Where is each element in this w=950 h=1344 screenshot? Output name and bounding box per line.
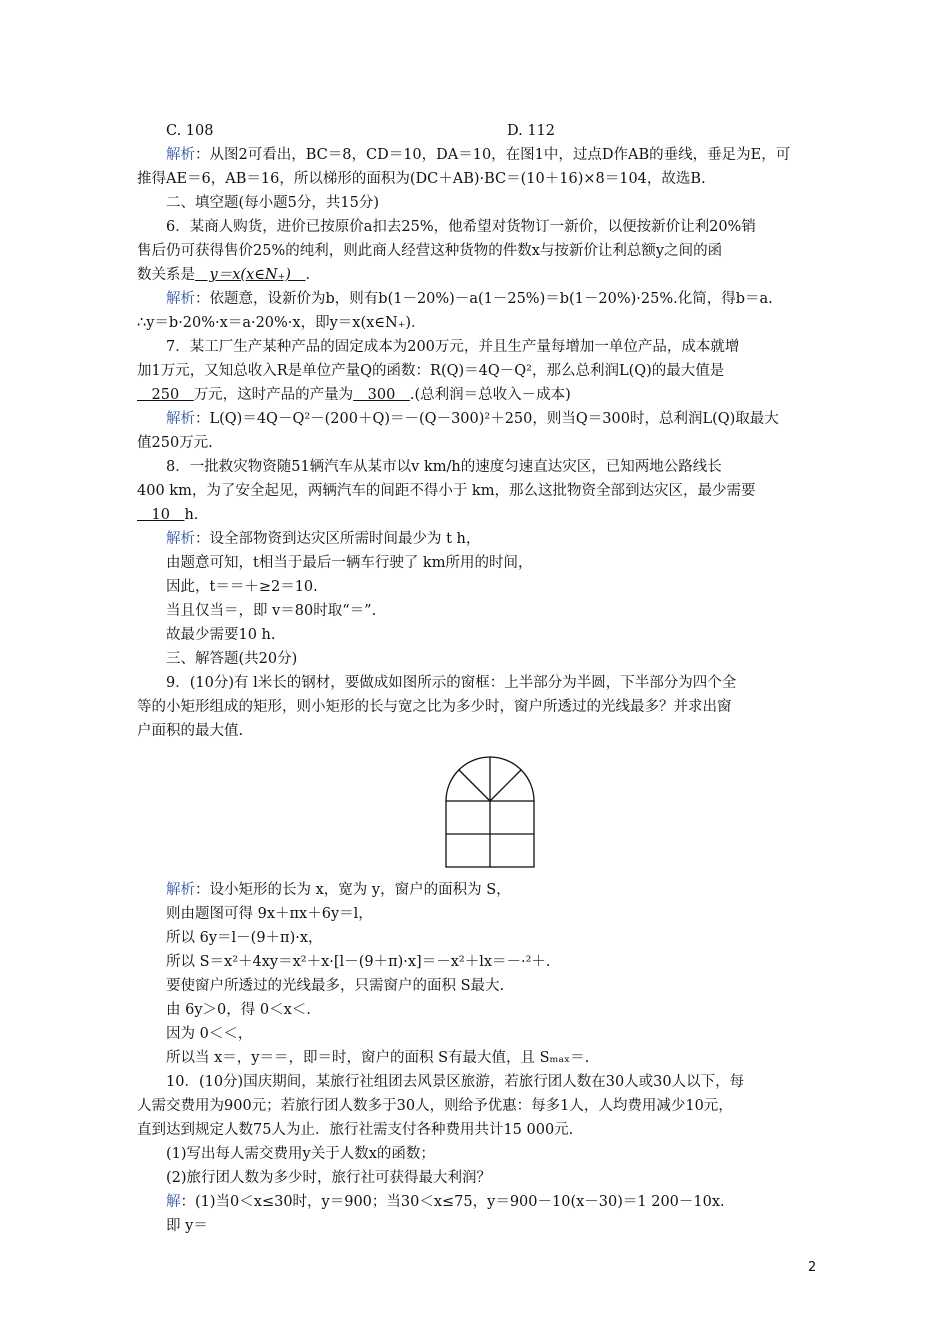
choice-c: C. 108: [166, 123, 214, 139]
document-body: [137, 119, 813, 1238]
analysis-label: 解析: [166, 291, 195, 307]
window-frame-figure: [137, 755, 813, 868]
analysis-label: 解析: [166, 882, 195, 898]
q10-sub1: (1)写出每人需交费用y关于人数x的函数；: [166, 1146, 435, 1162]
analysis-label: 解析: [166, 411, 195, 427]
q6-line1: 6．某商人购货，进价已按原价a扣去25%，他希望对货物订一新价，以便按新价让利20%销: [166, 219, 756, 235]
q9-analysis-line3: 所以 6y＝l－(9＋π)·x，: [166, 930, 323, 946]
q9-analysis-line7: 因为 0＜＜，: [166, 1026, 253, 1042]
q5-analysis-line2: 推得AE＝6，AB＝16，所以梯形的面积为(DC＋AB)·BC＝(10＋16)×8＝104，故选B.: [137, 171, 706, 187]
q7-analysis-line2: 值250万元.: [137, 435, 213, 451]
page-number: 2: [808, 1260, 817, 1275]
q8-analysis-line3: 因此，t＝＝＋≥2＝10.: [166, 579, 318, 595]
arc-spoke-left: [459, 770, 490, 801]
q7-answer-profit: 250: [137, 387, 194, 403]
section3-heading: 三、解答题(共20分): [166, 651, 298, 667]
q5-analysis-line1: 解析：从图2可看出，BC＝8，CD＝10，DA＝10，在图1中，过点D作AB的垂线，垂足为E，可: [166, 147, 791, 163]
q8-analysis-line1: 解析：设全部物资到达灾区所需时间最少为 t h，: [166, 531, 481, 547]
section2-heading: 二、填空题(每小题5分，共15分): [166, 195, 379, 211]
q10-line3: 直到达到规定人数75人为止．旅行社需支付各种费用共计15 000元.: [137, 1122, 574, 1138]
q9-analysis-line1: 解析：设小矩形的长为 x，宽为 y，窗户的面积为 S，: [166, 882, 511, 898]
q10-line1: 10．(10分)国庆期间，某旅行社组团去风景区旅游，若旅行团人数在30人或30人以下，每: [166, 1074, 745, 1090]
choice-d: D. 112: [507, 123, 556, 139]
q9-analysis-line8: 所以当 x＝，y＝＝，即＝时，窗户的面积 S有最大值，且 Sₘₐₓ＝.: [166, 1050, 590, 1066]
q9-line3: 户面积的最大值.: [137, 723, 244, 739]
q7-analysis-line1: 解析：L(Q)＝4Q－Q²－(200＋Q)＝－(Q－300)²＋250，则当Q＝300时，总利润L(Q)取最大: [166, 411, 779, 427]
q10-solution-line1: 解：(1)当0＜x≤30时，y＝900；当30＜x≤75，y＝900－10(x－30)＝1 200－10x.: [166, 1194, 725, 1210]
q6-analysis-line2: ∴y＝b·20%·x＝a·20%·x，即y＝x(x∈N₊)．: [137, 315, 426, 331]
answer-choices: [137, 119, 813, 143]
q6-line2: 售后仍可获得售价25%的纯利，则此商人经营这种货物的件数x与按新价让利总额y之间的函: [137, 243, 723, 259]
q6-answer: y＝x(x∈N₊): [195, 267, 306, 283]
q10-solution-line2: 即 y＝: [166, 1218, 208, 1234]
q8-line3: 10 h.: [137, 507, 199, 523]
analysis-label: 解析: [166, 531, 195, 547]
q7-line2: 加1万元，又知总收入R是单位产量Q的函数：R(Q)＝4Q－Q²，那么总利润L(Q)的最大值是: [137, 363, 725, 379]
q10-sub2: (2)旅行团人数为多少时，旅行社可获得最大利润？: [166, 1170, 492, 1186]
q9-line1: 9．(10分)有 l米长的钢材，要做成如图所示的窗框：上半部分为半圆，下半部分为四个全: [166, 675, 737, 691]
q9-analysis-line6: 由 6y＞0，得 0＜x＜.: [166, 1002, 311, 1018]
q7-answer-output: 300: [353, 387, 410, 403]
q6-analysis-line1: 解析：依题意，设新价为b，则有b(1－20%)－a(1－25%)＝b(1－20%)·25%.化简，得b＝a.: [166, 291, 773, 307]
solution-label: 解: [166, 1194, 181, 1210]
q8-line2: 400 km，为了安全起见，两辆汽车的间距不得小于 km，那么这批物资全部到达灾区，最少需要: [137, 483, 756, 499]
q8-analysis-line4: 当且仅当＝，即 v＝80时取“＝”.: [166, 603, 377, 619]
arc-spoke-right: [490, 770, 521, 801]
q9-analysis-line4: 所以 S＝x²＋4xy＝x²＋x·[l－(9＋π)·x]＝－x²＋lx＝－·²＋.: [166, 954, 551, 970]
q9-line2: 等的小矩形组成的矩形，则小矩形的长与宽之比为多少时，窗户所透过的光线最多？并求出窗: [137, 699, 732, 715]
q9-analysis-line5: 要使窗户所透过的光线最多，只需窗户的面积 S最大.: [166, 978, 505, 994]
q8-line1: 8．一批救灾物资随51辆汽车从某市以v km/h的速度匀速直达灾区，已知两地公路线长: [166, 459, 722, 475]
q10-line2: 人需交费用为900元；若旅行团人数多于30人，则给予优惠：每多1人，人均费用减少10元，: [137, 1098, 733, 1114]
q8-answer: 10: [137, 507, 185, 523]
q8-analysis-line2: 由题意可知，t相当于最后一辆车行驶了 km所用的时间，: [166, 555, 533, 571]
q9-analysis-line2: 则由题图可得 9x＋πx＋6y＝l，: [166, 906, 373, 922]
q7-line3: 250 万元，这时产品的产量为 300 .(总利润＝总收入－成本): [137, 387, 571, 403]
analysis-label: 解析: [166, 147, 195, 163]
q8-analysis-line5: 故最少需要10 h.: [166, 627, 276, 643]
q7-line1: 7．某工厂生产某种产品的固定成本为200万元，并且生产量每增加一单位产品，成本就增: [166, 339, 740, 355]
q6-line3: 数关系是 y＝x(x∈N₊) ．: [137, 267, 320, 283]
window-frame-diagram: [445, 755, 535, 868]
